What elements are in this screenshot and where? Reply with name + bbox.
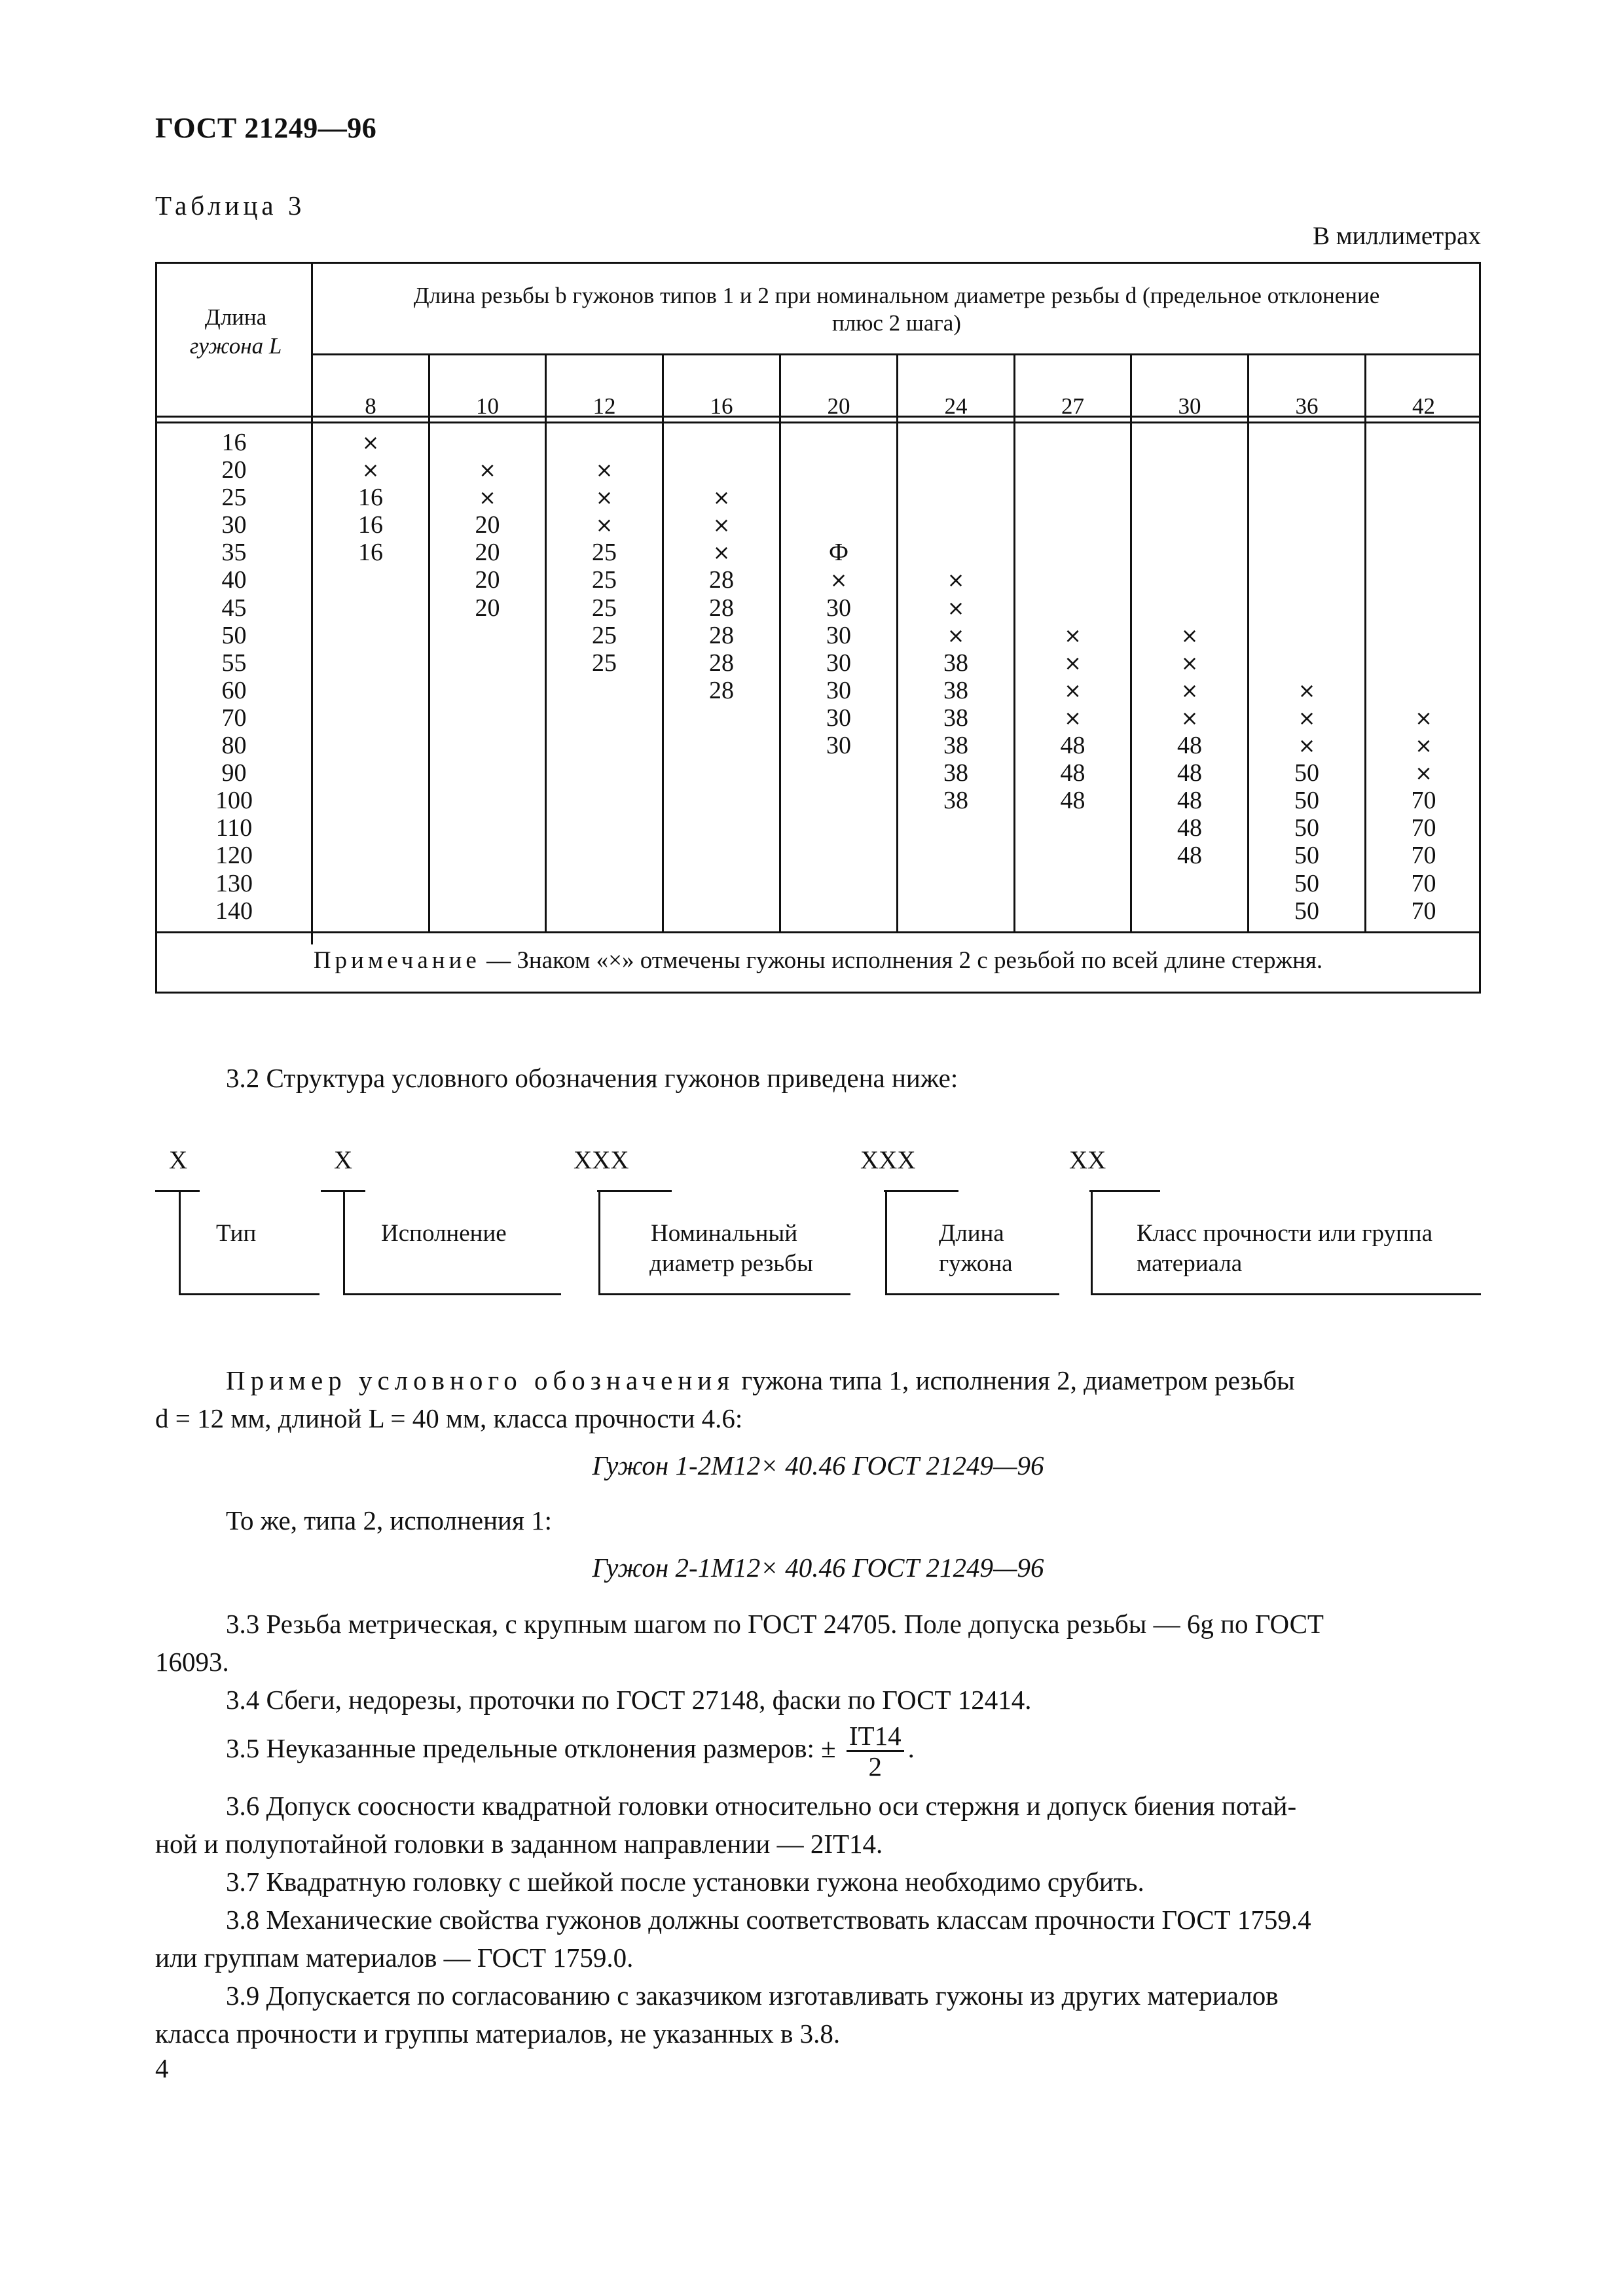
thread-length-cell	[430, 622, 545, 649]
thread-length-cell: 38	[943, 649, 968, 677]
thread-length-cell	[547, 677, 662, 704]
thread-length-cell	[430, 897, 545, 925]
section-3-2: 3.2 Структура условного обозначения гужонов приведена ниже:	[226, 1063, 958, 1093]
thread-length-cell: 70	[1411, 814, 1436, 842]
thread-length-column	[1249, 429, 1364, 925]
diameter-header: 36	[1295, 393, 1319, 419]
section-3-3: 3.3 Резьба метрическая, с крупным шагом по ГОСТ 24705. Поле допуска резьбы — 6g по ГОСТ	[226, 1609, 1324, 1639]
thread-length-cell	[898, 484, 1013, 511]
thread-length-cell: 50	[1294, 897, 1319, 925]
length-value: 120	[215, 842, 253, 870]
thread-length-cell: ×	[361, 457, 380, 483]
thread-length-cell	[781, 842, 896, 869]
diagram-symbol-length: XXX	[860, 1146, 916, 1174]
example-text: гужона типа 1, исполнения 2, диаметром резьбы	[735, 1365, 1295, 1395]
thread-length-cell: ×	[1415, 761, 1432, 786]
thread-length-cell	[430, 429, 545, 456]
thread-length-cell	[664, 814, 779, 842]
diagram-symbol-diameter: XXX	[574, 1146, 629, 1174]
diameter-header: 24	[944, 393, 968, 419]
thread-length-cell	[1249, 456, 1364, 484]
thread-length-cell	[1249, 539, 1364, 566]
diameter-header: 20	[827, 393, 850, 419]
thread-length-column	[898, 429, 1013, 925]
table-caption: Таблица 3	[155, 190, 306, 221]
section-3-7: 3.7 Квадратную головку с шейкой после установки гужона необходимо срубить.	[226, 1867, 1144, 1897]
thread-length-cell: 48	[1177, 732, 1202, 760]
thread-length-cell	[547, 897, 662, 925]
diagram-bracket	[598, 1190, 600, 1295]
thread-length-cell: ×	[479, 457, 496, 483]
diagram-symbol-type: X	[169, 1146, 188, 1174]
diagram-bracket	[1089, 1190, 1160, 1192]
table-3	[155, 262, 1481, 994]
thread-length-cell	[430, 677, 545, 704]
thread-length-cell	[1249, 566, 1364, 594]
header-line: плюс 2 шага)	[832, 310, 961, 336]
thread-length-cell	[1366, 622, 1481, 649]
thread-length-cell: ×	[712, 540, 731, 565]
thread-length-cell	[313, 649, 428, 677]
diagram-bracket	[885, 1190, 887, 1295]
length-value: 30	[221, 511, 247, 539]
fraction-it14	[847, 1721, 904, 1781]
same-type-2-label: То же, типа 2, исполнения 1:	[226, 1505, 552, 1535]
thread-length-cell	[313, 870, 428, 897]
thread-length-cell: 50	[1294, 842, 1319, 870]
section-3-6: 3.6 Допуск соосности квадратной головки относительно оси стержня и допуск биения потай-	[226, 1791, 1297, 1821]
diagram-label-line: Длина	[939, 1220, 1004, 1247]
thread-length-cell: 28	[709, 594, 734, 622]
length-value: 130	[215, 869, 253, 897]
thread-length-cell: ×	[1180, 650, 1199, 675]
diameter-header: 42	[1412, 393, 1435, 419]
diagram-bracket	[598, 1293, 850, 1295]
header-line: Длина резьбы b гужонов типов 1 и 2 при номинальном диаметре резьбы d (предельное отклонение	[413, 283, 1380, 308]
thread-length-cell	[430, 732, 545, 759]
fraction-denominator: 2	[868, 1751, 882, 1782]
thread-length-cell	[313, 566, 428, 594]
header-line: гужона L	[189, 333, 282, 359]
thread-length-column	[313, 429, 428, 925]
thread-length-cell: 30	[826, 649, 851, 677]
thread-length-cell: ×	[1064, 650, 1082, 675]
thread-length-cell	[664, 732, 779, 759]
thread-length-cell	[313, 842, 428, 869]
thread-length-cell	[1249, 429, 1364, 456]
section-3-4: 3.4 Сбеги, недорезы, проточки по ГОСТ 27148, фаски по ГОСТ 12414.	[226, 1685, 1032, 1715]
diagram-bracket	[884, 1190, 958, 1192]
thread-length-column	[1366, 429, 1481, 925]
thread-length-cell	[781, 870, 896, 897]
thread-length-cell	[1015, 456, 1130, 484]
thread-length-cell: ×	[361, 430, 380, 455]
thread-length-cell	[1366, 649, 1481, 677]
thread-length-cell: 28	[709, 649, 734, 677]
thread-length-cell	[547, 704, 662, 732]
thread-length-cell: ×	[947, 595, 965, 620]
table-units: В миллиметрах	[1313, 222, 1481, 250]
diameter-header: 27	[1061, 393, 1084, 419]
example-line-2: d = 12 мм, длиной L = 40 мм, класса прочности 4.6:	[155, 1403, 743, 1433]
thread-length-cell: ×	[1180, 622, 1199, 648]
thread-length-cell: 16	[358, 511, 383, 539]
document-header: ГОСТ 21249—96	[155, 112, 377, 144]
thread-length-cell	[1132, 429, 1247, 456]
thread-length-cell	[1015, 539, 1130, 566]
length-column-header	[157, 303, 314, 361]
thread-length-cell	[664, 870, 779, 897]
thread-length-cell: 38	[943, 704, 968, 732]
section-3-9-cont: класса прочности и группы материалов, не указанных в 3.8.	[155, 2018, 841, 2049]
thread-length-cell: 20	[475, 594, 500, 622]
thread-length-cell: ×	[1180, 705, 1199, 730]
thread-length-cell	[781, 511, 896, 539]
thread-length-cell: 25	[592, 621, 617, 649]
example-line-1	[226, 1361, 1295, 1399]
thread-length-cell	[781, 897, 896, 925]
diameter-header: 30	[1178, 393, 1201, 419]
thread-length-cell	[1366, 594, 1481, 622]
length-value: 40	[221, 566, 247, 594]
thread-length-cell	[313, 759, 428, 787]
thread-length-cell: 70	[1411, 897, 1436, 925]
thread-length-cell	[781, 429, 896, 456]
diagram-bracket	[597, 1190, 672, 1192]
thread-length-cell	[1015, 814, 1130, 842]
diagram-label-length	[939, 1219, 1013, 1279]
note-text: — Знаком «×» отмечены гужоны исполнения 2 с резьбой по всей длине стержня.	[480, 947, 1323, 974]
thread-length-cell	[430, 842, 545, 869]
thread-length-cell	[430, 759, 545, 787]
thread-length-cell: 48	[1177, 787, 1202, 815]
length-value: 55	[221, 649, 247, 677]
table-divider	[157, 931, 1479, 933]
section-3-8: 3.8 Механические свойства гужонов должны соответствовать классам прочности ГОСТ 1759.4	[226, 1905, 1311, 1935]
thread-length-cell: 48	[1177, 842, 1202, 870]
thread-length-cell: 20	[475, 539, 500, 567]
diagram-bracket	[885, 1293, 1059, 1295]
length-value: 70	[221, 704, 247, 732]
diagram-label-line: гужона	[939, 1250, 1013, 1277]
thread-length-cell: 28	[709, 566, 734, 594]
thread-length-cell	[1015, 897, 1130, 925]
thread-length-cell	[313, 677, 428, 704]
thread-length-cell	[1366, 566, 1481, 594]
thread-length-cell: 70	[1411, 869, 1436, 897]
thread-length-cell	[1132, 566, 1247, 594]
thread-length-cell: ×	[1064, 705, 1082, 730]
length-values-column	[157, 429, 311, 925]
thread-length-cell: 38	[943, 732, 968, 760]
section-3-5-text: 3.5 Неуказанные предельные отклонения размеров: ±	[226, 1732, 836, 1763]
thread-length-cell	[664, 842, 779, 869]
thread-length-cell: ×	[1064, 677, 1082, 703]
diagram-bracket	[179, 1293, 319, 1295]
diagram-label-line: Номинальный	[651, 1220, 798, 1247]
thread-length-cell	[313, 622, 428, 649]
thread-length-cell: 50	[1294, 814, 1319, 842]
diagram-bracket	[155, 1190, 200, 1192]
thread-length-cell	[898, 456, 1013, 484]
thread-length-cell: ×	[1415, 705, 1432, 730]
thread-length-cell: Ф	[828, 539, 849, 567]
thread-length-column	[430, 429, 545, 925]
thread-length-column	[1132, 429, 1247, 925]
thread-length-cell	[1015, 484, 1130, 511]
thread-length-cell: 50	[1294, 759, 1319, 787]
thread-length-column	[781, 429, 896, 925]
thread-length-cell: 28	[709, 676, 734, 704]
thread-length-cell	[547, 870, 662, 897]
thread-length-cell	[1132, 484, 1247, 511]
diagram-label-line: диаметр резьбы	[649, 1250, 813, 1277]
thread-length-cell	[1249, 511, 1364, 539]
thread-length-cell	[1015, 511, 1130, 539]
thread-length-cell: ×	[1298, 733, 1316, 759]
thread-length-cell	[313, 732, 428, 759]
length-value: 35	[221, 539, 247, 567]
thread-length-column	[664, 429, 779, 925]
length-value: 90	[221, 759, 247, 787]
length-value: 100	[215, 787, 253, 815]
section-3-5	[226, 1721, 915, 1781]
thread-length-cell: 38	[943, 759, 968, 787]
diameter-header: 10	[476, 393, 499, 419]
thread-length-cell	[664, 456, 779, 484]
thread-length-cell	[664, 897, 779, 925]
thread-length-cell: ×	[1064, 622, 1082, 648]
thread-length-cell: 28	[709, 621, 734, 649]
fraction-numerator: IT14	[847, 1721, 904, 1752]
thread-length-cell	[313, 704, 428, 732]
thread-length-cell: 30	[826, 732, 851, 760]
thread-length-cell: ×	[947, 567, 965, 593]
diagram-label-line: Класс прочности или группа	[1137, 1220, 1433, 1247]
note-label: Примечание	[313, 947, 481, 974]
example-lead: Пример условного обозначения	[226, 1365, 735, 1395]
thread-length-cell: 25	[592, 539, 617, 567]
thread-length-cell	[1132, 594, 1247, 622]
thread-length-cell	[313, 814, 428, 842]
diagram-symbol-execution: X	[334, 1146, 353, 1174]
thread-length-cell	[1132, 511, 1247, 539]
table-note	[157, 946, 1479, 975]
thread-length-cell: 20	[475, 511, 500, 539]
thread-length-cell	[430, 649, 545, 677]
diagram-bracket	[179, 1190, 181, 1295]
length-value: 140	[215, 897, 253, 925]
thread-length-cell	[1132, 456, 1247, 484]
thread-length-cell	[898, 429, 1013, 456]
thread-length-cell: ×	[479, 485, 496, 511]
thread-length-cell	[547, 759, 662, 787]
thread-length-cell	[1366, 484, 1481, 511]
section-3-9: 3.9 Допускается по согласованию с заказчиком изготавливать гужоны из других материалов	[226, 1981, 1279, 2011]
diagram-label-type: Тип	[216, 1220, 257, 1247]
thread-length-cell: 48	[1060, 787, 1085, 815]
thread-length-cell	[664, 787, 779, 814]
thread-length-cell	[1366, 456, 1481, 484]
thread-length-cell	[547, 842, 662, 869]
thread-length-cell: ×	[712, 485, 731, 511]
thread-length-cell: ×	[947, 622, 965, 648]
diagram-bracket	[1091, 1190, 1093, 1295]
thread-length-cell: 50	[1294, 787, 1319, 815]
thread-length-cell: 16	[358, 539, 383, 567]
thread-length-cell	[781, 759, 896, 787]
thread-length-cell: 48	[1060, 759, 1085, 787]
thread-length-cell	[898, 842, 1013, 869]
thread-length-cell: 30	[826, 594, 851, 622]
thread-length-cell: ×	[595, 485, 613, 511]
thread-length-cell: ×	[595, 512, 613, 538]
length-value: 50	[221, 621, 247, 649]
length-value: 60	[221, 676, 247, 704]
thread-length-cell	[781, 814, 896, 842]
page-number: 4	[155, 2053, 169, 2083]
designation-example-2: Гужон 2-1М12× 40.46 ГОСТ 21249—96	[592, 1552, 1044, 1583]
thread-length-cell: ×	[1298, 677, 1316, 703]
section-3-3-cont: 16093.	[155, 1647, 229, 1677]
thread-length-cell: 25	[592, 566, 617, 594]
thread-length-cell	[313, 594, 428, 622]
diagram-label-execution: Исполнение	[381, 1220, 507, 1247]
header-line: Длина	[204, 304, 267, 330]
length-value: 20	[221, 456, 247, 484]
thread-length-cell: 30	[826, 704, 851, 732]
diagram-bracket	[343, 1190, 345, 1295]
thread-length-cell: 30	[826, 676, 851, 704]
thread-length-cell	[1132, 870, 1247, 897]
thread-length-cell	[1015, 566, 1130, 594]
thread-length-cell	[1015, 594, 1130, 622]
thread-length-cell	[1366, 677, 1481, 704]
thread-length-cell: 25	[592, 594, 617, 622]
thread-length-cell	[313, 787, 428, 814]
section-3-6-cont: ной и полупотайной головки в заданном направлении — 2IT14.	[155, 1829, 883, 1859]
thread-length-cell: 20	[475, 566, 500, 594]
thread-length-cell	[664, 704, 779, 732]
thread-length-cell	[430, 870, 545, 897]
thread-length-cell	[898, 814, 1013, 842]
thread-length-cell	[1249, 594, 1364, 622]
section-3-5-end: .	[907, 1732, 915, 1763]
thread-length-cell: 70	[1411, 787, 1436, 815]
thread-length-header	[321, 282, 1472, 337]
thread-length-cell	[547, 787, 662, 814]
diameter-header: 16	[710, 393, 733, 419]
thread-length-cell: 48	[1177, 759, 1202, 787]
thread-length-cell	[781, 484, 896, 511]
thread-length-cell: 25	[592, 649, 617, 677]
diagram-label-class	[1137, 1219, 1432, 1279]
thread-length-cell	[430, 814, 545, 842]
thread-length-cell	[547, 429, 662, 456]
thread-length-cell	[1249, 649, 1364, 677]
thread-length-cell	[898, 539, 1013, 566]
length-value: 16	[221, 429, 247, 456]
thread-length-column	[1015, 429, 1130, 925]
thread-length-cell	[1249, 622, 1364, 649]
thread-length-cell	[1366, 511, 1481, 539]
thread-length-cell: 48	[1060, 732, 1085, 760]
diagram-bracket	[1091, 1293, 1481, 1295]
section-3-8-cont: или группам материалов — ГОСТ 1759.0.	[155, 1943, 634, 1973]
thread-length-cell	[1249, 484, 1364, 511]
thread-length-cell	[781, 456, 896, 484]
thread-length-cell	[1132, 539, 1247, 566]
thread-length-cell	[664, 759, 779, 787]
diagram-label-diameter	[651, 1219, 813, 1279]
thread-length-cell	[1015, 870, 1130, 897]
length-value: 45	[221, 594, 247, 622]
thread-length-cell: ×	[1415, 733, 1432, 759]
thread-length-cell: 38	[943, 676, 968, 704]
thread-length-cell: 38	[943, 787, 968, 815]
thread-length-cell	[781, 787, 896, 814]
diameter-header: 12	[593, 393, 616, 419]
thread-length-cell: ×	[1298, 705, 1316, 730]
thread-length-cell: 70	[1411, 842, 1436, 870]
thread-length-cell	[430, 704, 545, 732]
designation-example-1: Гужон 1-2М12× 40.46 ГОСТ 21249—96	[592, 1450, 1044, 1480]
thread-length-cell	[547, 732, 662, 759]
thread-length-cell	[547, 814, 662, 842]
thread-length-cell: ×	[830, 567, 848, 593]
thread-length-cell	[898, 511, 1013, 539]
thread-length-cell	[1366, 429, 1481, 456]
thread-length-cell	[664, 429, 779, 456]
thread-length-cell	[1366, 539, 1481, 566]
diagram-symbol-class: XX	[1069, 1146, 1106, 1174]
length-value: 25	[221, 484, 247, 512]
thread-length-cell	[1132, 897, 1247, 925]
thread-length-cell: ×	[595, 457, 613, 483]
thread-length-cell	[313, 897, 428, 925]
thread-length-cell	[898, 897, 1013, 925]
thread-length-cell: 16	[358, 484, 383, 512]
diagram-bracket	[343, 1293, 561, 1295]
thread-length-column	[547, 429, 662, 925]
length-value: 80	[221, 732, 247, 760]
thread-length-cell	[898, 870, 1013, 897]
thread-length-cell: 50	[1294, 869, 1319, 897]
thread-length-cell: ×	[1180, 677, 1199, 703]
thread-length-cell	[1015, 842, 1130, 869]
length-value: 110	[215, 814, 253, 842]
thread-length-cell	[430, 787, 545, 814]
thread-length-cell	[1015, 429, 1130, 456]
thread-length-cell: 48	[1177, 814, 1202, 842]
thread-length-cell: ×	[712, 512, 731, 538]
diameter-header: 8	[365, 393, 376, 419]
thread-length-cell: 30	[826, 621, 851, 649]
diagram-label-line: материала	[1137, 1250, 1243, 1277]
